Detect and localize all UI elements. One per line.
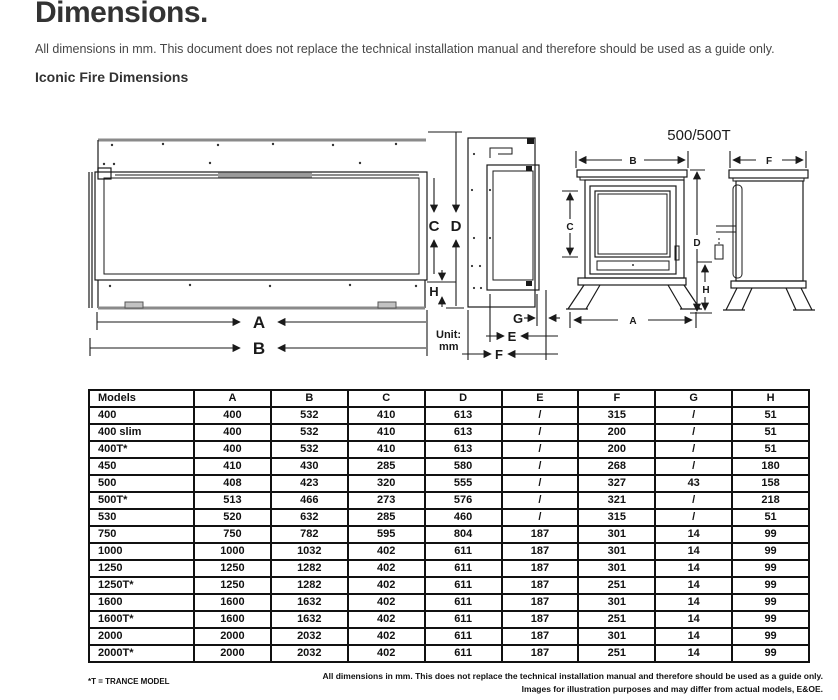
value-cell: 285 (348, 509, 425, 526)
value-cell: 1250 (194, 577, 271, 594)
value-cell: 99 (732, 645, 809, 662)
value-cell: 14 (655, 611, 732, 628)
value-cell: 611 (425, 594, 502, 611)
header-cell: H (732, 390, 809, 407)
stove-dim-h: H (702, 285, 710, 296)
value-cell: 2000 (194, 628, 271, 645)
value-cell: 187 (502, 594, 579, 611)
value-cell: / (502, 407, 579, 424)
value-cell: 400 (194, 407, 271, 424)
value-cell: 400 (194, 441, 271, 458)
value-cell: 2032 (271, 628, 348, 645)
value-cell: 200 (578, 424, 655, 441)
value-cell: 320 (348, 475, 425, 492)
value-cell: 430 (271, 458, 348, 475)
dim-label-c: C (428, 218, 440, 235)
value-cell: 218 (732, 492, 809, 509)
header-cell: A (194, 390, 271, 407)
value-cell: 187 (502, 577, 579, 594)
value-cell: / (502, 509, 579, 526)
value-cell: 251 (578, 645, 655, 662)
stove-dim-a: A (629, 316, 637, 327)
value-cell: 402 (348, 594, 425, 611)
model-cell: 500T* (89, 492, 194, 509)
header-cell: E (502, 390, 579, 407)
value-cell: 187 (502, 628, 579, 645)
model-cell: 750 (89, 526, 194, 543)
value-cell: 613 (425, 441, 502, 458)
value-cell: 14 (655, 560, 732, 577)
dim-label-b: B (252, 339, 266, 358)
model-cell: 1250 (89, 560, 194, 577)
value-cell: 576 (425, 492, 502, 509)
table-row (89, 577, 809, 594)
value-cell: 513 (194, 492, 271, 509)
value-cell: 301 (578, 543, 655, 560)
model-cell: 2000 (89, 628, 194, 645)
table-row (89, 475, 809, 492)
model-cell: 400T* (89, 441, 194, 458)
dimensions-table (88, 389, 810, 663)
footer-disclaimer (323, 670, 824, 696)
table-row (89, 509, 809, 526)
header-cell: C (348, 390, 425, 407)
value-cell: 200 (578, 441, 655, 458)
stove-dim-d: D (693, 238, 701, 249)
dim-label-d: D (450, 218, 462, 235)
value-cell: 180 (732, 458, 809, 475)
value-cell: 99 (732, 543, 809, 560)
value-cell: 14 (655, 628, 732, 645)
value-cell: 99 (732, 628, 809, 645)
dim-label-a: A (252, 313, 266, 332)
value-cell: 14 (655, 594, 732, 611)
table-row (89, 543, 809, 560)
footer-disclaimer-line1: All dimensions in mm. This does not replace the technical installation manual and therefore should be used as a guide only. (322, 671, 823, 681)
trance-model-note: *T = TRANCE MODEL (88, 677, 170, 686)
dimension-diagrams (0, 98, 838, 393)
table-row (89, 458, 809, 475)
table-row (89, 526, 809, 543)
value-cell: 99 (732, 611, 809, 628)
value-cell: 410 (348, 441, 425, 458)
value-cell: 1032 (271, 543, 348, 560)
value-cell: 2032 (271, 645, 348, 662)
value-cell: 402 (348, 611, 425, 628)
value-cell: / (502, 475, 579, 492)
footer-disclaimer-line2: Images for illustration purposes and may differ from actual models, E&OE. (521, 684, 823, 694)
value-cell: 532 (271, 424, 348, 441)
value-cell: 611 (425, 560, 502, 577)
table-row (89, 594, 809, 611)
value-cell: 460 (425, 509, 502, 526)
value-cell: 251 (578, 577, 655, 594)
stove-views (562, 127, 815, 328)
table-row (89, 492, 809, 509)
dim-label-f: F (495, 347, 503, 362)
value-cell: 301 (578, 560, 655, 577)
table-row (89, 611, 809, 628)
value-cell: 410 (348, 424, 425, 441)
value-cell: 187 (502, 543, 579, 560)
value-cell: 611 (425, 611, 502, 628)
value-cell: 402 (348, 577, 425, 594)
value-cell: 520 (194, 509, 271, 526)
table-row (89, 407, 809, 424)
model-cell: 2000T* (89, 645, 194, 662)
value-cell: 632 (271, 509, 348, 526)
value-cell: / (655, 424, 732, 441)
table-row (89, 441, 809, 458)
value-cell: 14 (655, 645, 732, 662)
model-cell: 450 (89, 458, 194, 475)
section-heading: Iconic Fire Dimensions (35, 69, 189, 85)
header-cell: B (271, 390, 348, 407)
table-row (89, 645, 809, 662)
value-cell: / (655, 492, 732, 509)
value-cell: 43 (655, 475, 732, 492)
value-cell: 51 (732, 407, 809, 424)
value-cell: 402 (348, 628, 425, 645)
unit-label-line2: mm (439, 341, 459, 353)
value-cell: 555 (425, 475, 502, 492)
value-cell: 301 (578, 594, 655, 611)
value-cell: 1282 (271, 577, 348, 594)
stove-dim-c: C (566, 222, 574, 233)
page-subtitle: All dimensions in mm. This document does not replace the technical installation manual and therefore should be used as a guide only. (35, 42, 775, 56)
model-cell: 500 (89, 475, 194, 492)
dim-label-e: E (507, 329, 517, 344)
value-cell: 611 (425, 543, 502, 560)
value-cell: 532 (271, 441, 348, 458)
value-cell: 804 (425, 526, 502, 543)
value-cell: 410 (194, 458, 271, 475)
model-cell: 400 (89, 407, 194, 424)
model-cell: 1600T* (89, 611, 194, 628)
model-cell: 1250T* (89, 577, 194, 594)
value-cell: 1632 (271, 594, 348, 611)
value-cell: 99 (732, 594, 809, 611)
value-cell: 532 (271, 407, 348, 424)
value-cell: 14 (655, 577, 732, 594)
model-cell: 1000 (89, 543, 194, 560)
stove-dim-f: F (765, 156, 773, 167)
value-cell: 402 (348, 560, 425, 577)
value-cell: / (655, 407, 732, 424)
value-cell: 1600 (194, 611, 271, 628)
value-cell: 595 (348, 526, 425, 543)
value-cell: 613 (425, 407, 502, 424)
stove-side-view (715, 151, 815, 310)
value-cell: 321 (578, 492, 655, 509)
value-cell: 611 (425, 628, 502, 645)
value-cell: 327 (578, 475, 655, 492)
value-cell: 301 (578, 526, 655, 543)
value-cell: 782 (271, 526, 348, 543)
value-cell: 251 (578, 611, 655, 628)
value-cell: 315 (578, 509, 655, 526)
header-cell: Models (89, 390, 194, 407)
value-cell: 1600 (194, 594, 271, 611)
value-cell: / (655, 509, 732, 526)
dim-label-g: G (512, 311, 524, 326)
header-cell: G (655, 390, 732, 407)
table-body (89, 407, 809, 662)
header-cell: F (578, 390, 655, 407)
value-cell: / (502, 492, 579, 509)
value-cell: 2000 (194, 645, 271, 662)
value-cell: 402 (348, 645, 425, 662)
value-cell: 14 (655, 543, 732, 560)
value-cell: 301 (578, 628, 655, 645)
unit-label-line1: Unit: (436, 329, 462, 341)
value-cell: / (655, 458, 732, 475)
value-cell: 187 (502, 611, 579, 628)
value-cell: 99 (732, 577, 809, 594)
value-cell: 187 (502, 560, 579, 577)
value-cell: 268 (578, 458, 655, 475)
table-header-row (89, 390, 809, 407)
linear-fire-side-view (462, 138, 560, 362)
value-cell: 613 (425, 424, 502, 441)
value-cell: 187 (502, 645, 579, 662)
value-cell: 99 (732, 526, 809, 543)
header-cell: D (425, 390, 502, 407)
value-cell: / (502, 441, 579, 458)
value-cell: 1632 (271, 611, 348, 628)
value-cell: 408 (194, 475, 271, 492)
value-cell: / (655, 441, 732, 458)
stove-dim-b: B (629, 156, 637, 167)
value-cell: 187 (502, 526, 579, 543)
value-cell: / (502, 458, 579, 475)
stove-model-title: 500/500T (667, 127, 731, 144)
value-cell: 1250 (194, 560, 271, 577)
stove-front-view (562, 151, 712, 328)
page-title: Dimensions. (35, 0, 208, 29)
value-cell: 315 (578, 407, 655, 424)
value-cell: 51 (732, 424, 809, 441)
value-cell: 285 (348, 458, 425, 475)
table-row (89, 560, 809, 577)
value-cell: 611 (425, 645, 502, 662)
value-cell: 158 (732, 475, 809, 492)
value-cell: 273 (348, 492, 425, 509)
value-cell: 410 (348, 407, 425, 424)
model-cell: 530 (89, 509, 194, 526)
value-cell: / (502, 424, 579, 441)
value-cell: 402 (348, 543, 425, 560)
linear-fire-front-view (89, 132, 464, 358)
value-cell: 1282 (271, 560, 348, 577)
model-cell: 400 slim (89, 424, 194, 441)
value-cell: 466 (271, 492, 348, 509)
value-cell: 1000 (194, 543, 271, 560)
value-cell: 580 (425, 458, 502, 475)
value-cell: 750 (194, 526, 271, 543)
value-cell: 611 (425, 577, 502, 594)
diagrams-svg (0, 98, 838, 393)
table-row (89, 424, 809, 441)
dim-label-h: H (429, 284, 439, 299)
value-cell: 99 (732, 560, 809, 577)
table-row (89, 628, 809, 645)
model-cell: 1600 (89, 594, 194, 611)
value-cell: 51 (732, 509, 809, 526)
value-cell: 423 (271, 475, 348, 492)
value-cell: 400 (194, 424, 271, 441)
value-cell: 51 (732, 441, 809, 458)
value-cell: 14 (655, 526, 732, 543)
